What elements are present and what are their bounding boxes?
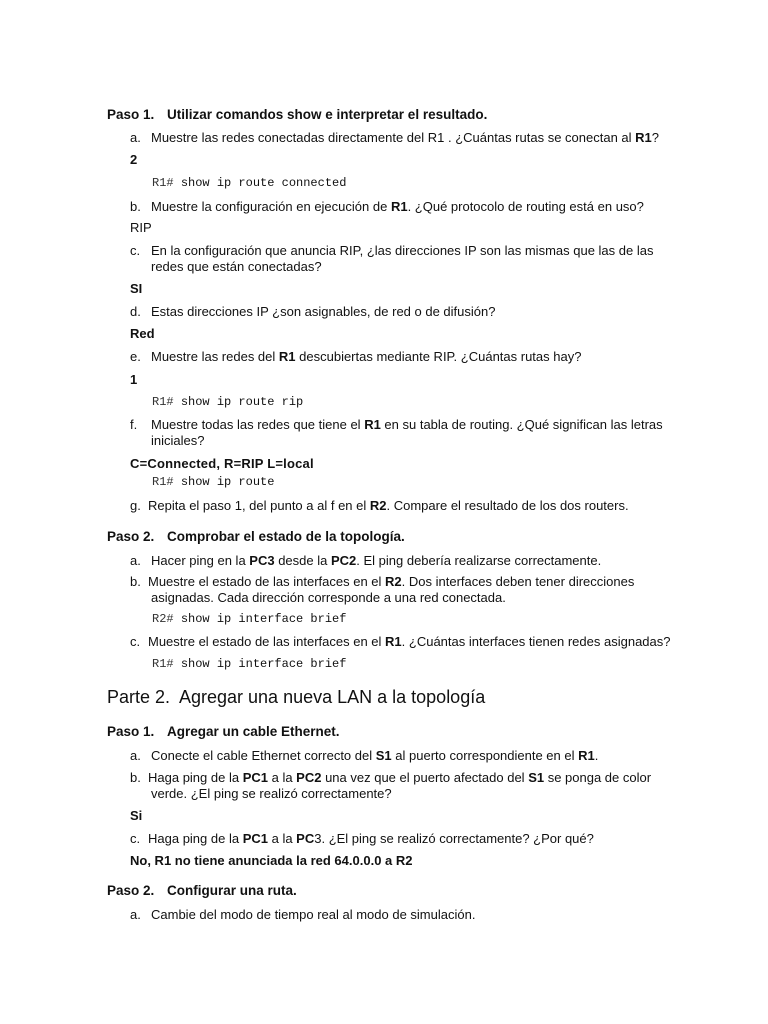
code-command: show ip interface brief — [180, 612, 347, 626]
paso-title: Agregar un cable Ethernet. — [167, 724, 340, 739]
list-item-c — [130, 831, 594, 847]
item-text: 3. ¿El ping se realizó correctamente? ¿Por qué? — [314, 831, 594, 846]
code-prompt: R2# — [152, 612, 174, 626]
answer-c: SI — [130, 281, 143, 296]
item-text: Muestre las redes conectadas directamente del R1 . ¿Cuántas rutas se conectan al — [151, 130, 636, 145]
list-item-c — [130, 243, 653, 275]
item-bold: R1 — [390, 199, 408, 214]
item-label: d. — [130, 304, 141, 319]
item-text: Muestre el estado de las interfaces en el — [148, 634, 386, 649]
item-label: a. — [130, 907, 141, 922]
answer-b: RIP — [130, 220, 152, 235]
item-label: b. — [130, 574, 141, 589]
item-text: Repita el paso 1, del punto a al f en el — [148, 498, 370, 513]
item-text: Conecte el cable Ethernet correcto del — [151, 748, 376, 763]
item-text: Cambie del modo de tiempo real al modo de simulación. — [151, 907, 476, 922]
code-line-e — [152, 395, 303, 409]
parte-2-heading — [107, 687, 485, 708]
list-item-e — [130, 349, 581, 365]
code-command: show ip route — [180, 475, 275, 489]
code-command: show ip interface brief — [180, 657, 347, 671]
paso-number: Paso 1. — [107, 724, 155, 739]
answer-e: 1 — [130, 372, 138, 387]
list-item-c — [130, 634, 671, 650]
item-text: Muestre el estado de las interfaces en el — [148, 574, 386, 589]
paso-number: Paso 1. — [107, 107, 155, 122]
parte2-paso-2-heading — [107, 883, 297, 898]
item-label: c. — [130, 243, 141, 258]
item-text: Haga ping de la — [148, 770, 243, 785]
item-bold: PC2 — [330, 553, 357, 568]
item-text: al puerto correspondiente en el — [391, 748, 579, 763]
item-text: descubiertas mediante RIP. ¿Cuántas rutas hay? — [295, 349, 582, 364]
item-bold: R2 — [369, 498, 387, 513]
paso-number: Paso 2. — [107, 529, 155, 544]
item-label: b. — [130, 199, 141, 214]
item-bold: PC2 — [296, 770, 322, 785]
paso-title: Utilizar comandos show e interpretar el resultado. — [167, 107, 488, 122]
code-prompt: R1# — [152, 176, 174, 190]
item-text: asignadas. Cada dirección corresponde a una red conectada. — [151, 590, 506, 605]
answer-d: Red — [130, 326, 155, 341]
item-text: iniciales? — [151, 433, 205, 448]
item-bold: R1 — [578, 748, 595, 763]
parte-title: Agregar una nueva LAN a la topología — [179, 687, 486, 707]
code-prompt: R1# — [152, 657, 174, 671]
code-line-c — [152, 657, 346, 671]
item-text: una vez que el puerto afectado del — [321, 770, 529, 785]
item-text: . ¿Qué protocolo de routing está en uso? — [407, 199, 644, 214]
item-text: en su tabla de routing. ¿Qué significan las letras — [380, 417, 663, 432]
item-bold: PC1 — [242, 770, 268, 785]
item-label: a. — [130, 748, 141, 763]
item-bold: PC3 — [249, 553, 275, 568]
item-bold: R1 — [364, 417, 381, 432]
item-text: . Dos interfaces deben tener direcciones — [401, 574, 635, 589]
item-label: g. — [130, 498, 141, 513]
item-bold: R2 — [385, 574, 402, 589]
item-text: . Compare el resultado de los dos routers. — [386, 498, 629, 513]
item-label: f. — [130, 417, 138, 432]
item-text: se ponga de color — [544, 770, 652, 785]
code-line-f — [152, 475, 274, 489]
item-text: Muestre las redes del — [151, 349, 279, 364]
item-text: desde la — [274, 553, 331, 568]
item-label: e. — [130, 349, 141, 364]
paso-title: Comprobar el estado de la topología. — [167, 529, 405, 544]
item-text: En la configuración que anuncia RIP, ¿las direcciones IP son las mismas que las de las — [151, 243, 654, 258]
answer-a: 2 — [130, 152, 138, 167]
item-label: b. — [130, 770, 141, 785]
item-text: Haga ping de la — [148, 831, 243, 846]
list-item-b — [130, 199, 644, 215]
item-label: c. — [130, 831, 141, 846]
item-label: c. — [130, 634, 141, 649]
item-text: a la — [267, 831, 297, 846]
item-text: Estas direcciones IP ¿son asignables, de red o de difusión? — [151, 304, 496, 319]
item-text: Muestre todas las redes que tiene el — [151, 417, 365, 432]
paso-1-heading — [107, 107, 487, 122]
code-command: show ip route connected — [180, 176, 347, 190]
item-text: verde. ¿El ping se realizó correctamente? — [151, 786, 392, 801]
item-text: Muestre la configuración en ejecución de — [151, 199, 391, 214]
code-command: show ip route rip — [180, 395, 304, 409]
item-text: . El ping debería realizarse correctamente. — [356, 553, 602, 568]
paso-title: Configurar una ruta. — [167, 883, 297, 898]
item-label: a. — [130, 553, 141, 568]
list-item-d — [130, 304, 495, 320]
parte-number: Parte 2. — [107, 687, 171, 707]
item-label: a. — [130, 130, 141, 145]
answer-b: Si — [130, 808, 143, 823]
parte2-paso-1-heading — [107, 724, 340, 739]
item-bold: R1 — [278, 349, 296, 364]
item-bold: PC — [296, 831, 315, 846]
list-item-a — [130, 553, 601, 569]
item-text: . ¿Cuántas interfaces tienen redes asignadas? — [401, 634, 671, 649]
item-bold: PC1 — [242, 831, 268, 846]
answer-c: No, R1 no tiene anunciada la red 64.0.0.0 a R2 — [130, 853, 413, 868]
list-item-b — [130, 574, 634, 606]
list-item-a — [130, 130, 659, 146]
item-bold: R1 — [385, 634, 402, 649]
code-prompt: R1# — [152, 475, 174, 489]
list-item-g — [130, 498, 629, 514]
item-bold: S1 — [375, 748, 392, 763]
paso-number: Paso 2. — [107, 883, 155, 898]
list-item-f — [130, 417, 663, 449]
list-item-b — [130, 770, 651, 802]
item-text: Hacer ping en la — [151, 553, 250, 568]
code-line-a — [152, 176, 346, 190]
item-bold: R1 — [635, 130, 652, 145]
list-item-a — [130, 748, 598, 764]
item-bold: S1 — [528, 770, 545, 785]
code-prompt: R1# — [152, 395, 174, 409]
paso-2-heading — [107, 529, 405, 544]
item-text: redes que están conectadas? — [151, 259, 322, 274]
list-item-a — [130, 907, 475, 923]
item-text: ? — [651, 130, 660, 145]
item-text: . — [594, 748, 599, 763]
answer-f: C=Connected, R=RIP L=local — [130, 456, 314, 471]
code-line-b — [152, 612, 346, 626]
item-text: a la — [267, 770, 297, 785]
